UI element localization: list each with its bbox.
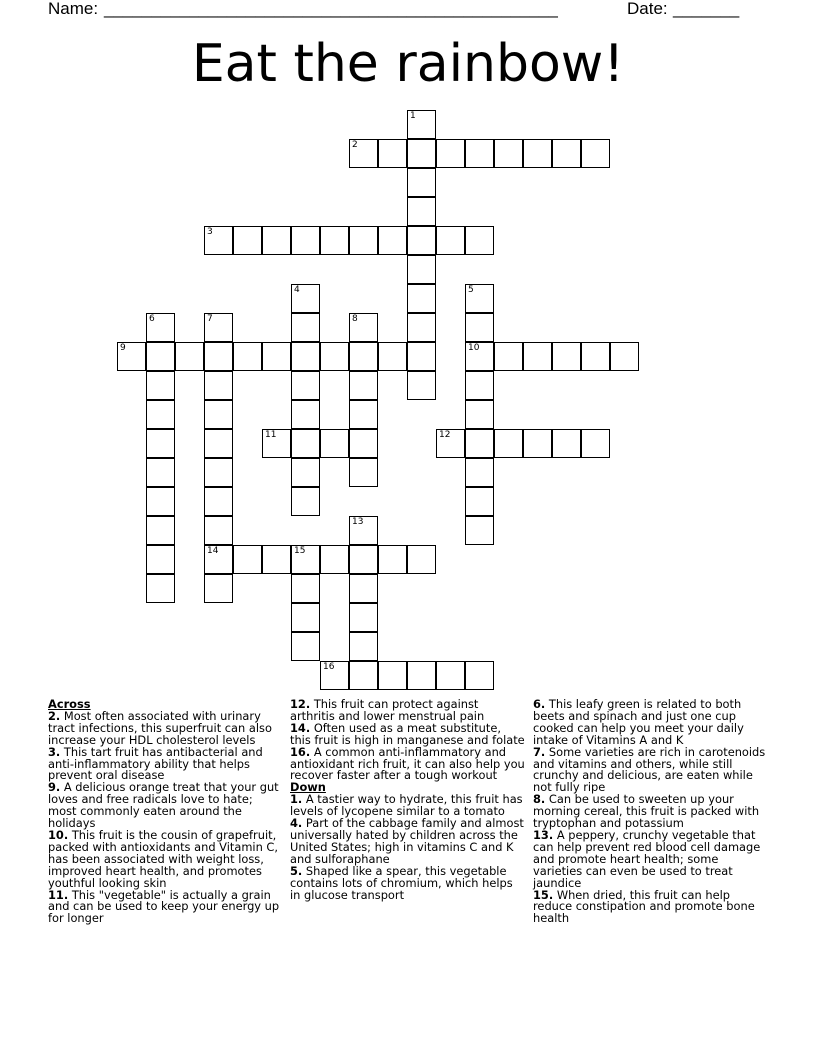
crossword-cell[interactable] xyxy=(320,429,349,458)
clue-across-2: 2. Most often associated with urinary tract infections, this superfruit can also increase your HDL cholesterol levels xyxy=(48,708,272,747)
crossword-cell[interactable] xyxy=(552,139,581,168)
crossword-cell[interactable] xyxy=(349,574,378,603)
crossword-cell[interactable] xyxy=(204,516,233,545)
across-heading: Across xyxy=(48,697,91,711)
crossword-cell[interactable] xyxy=(349,313,378,342)
crossword-cell[interactable] xyxy=(117,342,146,371)
crossword-cell[interactable] xyxy=(349,429,378,458)
crossword-cell[interactable] xyxy=(349,400,378,429)
crossword-cell[interactable] xyxy=(407,661,436,690)
crossword-cell[interactable] xyxy=(349,139,378,168)
crossword-cell[interactable] xyxy=(146,516,175,545)
crossword-cell[interactable] xyxy=(204,574,233,603)
crossword-cell[interactable] xyxy=(204,487,233,516)
crossword-cell[interactable] xyxy=(407,168,436,197)
crossword-cell[interactable] xyxy=(349,545,378,574)
clue-down-7: 7. Some varieties are rich in carotenoids and vitamins and others, while still crunchy and delicious, are eaten while not fully ripe xyxy=(533,744,766,795)
clue-number: 6 xyxy=(149,314,155,324)
crossword-cell[interactable] xyxy=(465,139,494,168)
crossword-cell[interactable] xyxy=(465,371,494,400)
clues-column-2 xyxy=(290,699,525,901)
crossword-cell[interactable] xyxy=(204,371,233,400)
crossword-cell[interactable] xyxy=(146,400,175,429)
clue-number: 7 xyxy=(207,314,213,324)
date-label: Date: xyxy=(627,0,668,18)
crossword-cell[interactable] xyxy=(407,342,436,371)
clues-column-3 xyxy=(533,699,768,925)
clue-down-13: 13. A peppery, crunchy vegetable that can help prevent red blood cell damage and promote heart health; some varieties can even be used to treat jaundice xyxy=(533,827,761,890)
crossword-cell[interactable] xyxy=(552,342,581,371)
clue-number: 13 xyxy=(352,517,364,527)
clue-number: 5 xyxy=(468,285,474,295)
crossword-cell[interactable] xyxy=(407,139,436,168)
crossword-cell[interactable] xyxy=(407,226,436,255)
clue-down-5: 5. Shaped like a spear, this vegetable contains lots of chromium, which helps in glucose transport xyxy=(290,863,513,902)
crossword-cell[interactable] xyxy=(407,284,436,313)
crossword-cell[interactable] xyxy=(233,545,262,574)
crossword-cell[interactable] xyxy=(494,139,523,168)
clue-down-1: 1. A tastier way to hydrate, this fruit has levels of lycopene similar to a tomato xyxy=(290,792,523,819)
crossword-cell[interactable] xyxy=(262,429,291,458)
clue-across-11: 11. This "vegetable" is actually a grain and can be used to keep your energy up for longer xyxy=(48,887,280,926)
clue-across-9: 9. A delicious orange treat that your gut loves and free radicals love to hate; most commonly eaten around the holidays xyxy=(48,780,279,831)
clue-number: 1 xyxy=(410,111,416,121)
crossword-cell[interactable] xyxy=(349,661,378,690)
crossword-cell[interactable] xyxy=(262,226,291,255)
crossword-cell[interactable] xyxy=(291,371,320,400)
crossword-cell[interactable] xyxy=(465,487,494,516)
clue-number: 12 xyxy=(439,430,451,440)
crossword-cell[interactable] xyxy=(436,139,465,168)
clue-down-15: 15. When dried, this fruit can help reduce constipation and promote bone health xyxy=(533,887,755,926)
crossword-cell[interactable] xyxy=(378,661,407,690)
crossword-cell[interactable] xyxy=(465,516,494,545)
crossword-cell[interactable] xyxy=(581,139,610,168)
clue-number: 14 xyxy=(207,546,219,556)
crossword-cell[interactable] xyxy=(146,458,175,487)
crossword-cell[interactable] xyxy=(465,458,494,487)
clue-across-3: 3. This tart fruit has antibacterial and anti-inflammatory ability that helps prevent oral disease xyxy=(48,744,263,783)
clue-across-14: 14. Often used as a meat substitute, this fruit is high in manganese and folate xyxy=(290,720,525,747)
crossword-cell[interactable] xyxy=(291,603,320,632)
clue-number: 16 xyxy=(323,662,335,672)
clue-down-4: 4. Part of the cabbage family and almost universally hated by children across the United States; high in vitamins C and K and sulforaphane xyxy=(290,816,524,866)
clues-column-1 xyxy=(48,699,283,925)
clue-down-6: 6. This leafy green is related to both beets and spinach and just one cup cooked can help you meet your daily intake of Vitamins A and K xyxy=(533,697,744,747)
crossword-cell[interactable] xyxy=(465,342,494,371)
crossword-cell[interactable] xyxy=(291,458,320,487)
crossword-cell[interactable] xyxy=(204,400,233,429)
crossword-cell[interactable] xyxy=(349,516,378,545)
crossword-cell[interactable] xyxy=(291,342,320,371)
crossword-cell[interactable] xyxy=(349,342,378,371)
crossword-cell[interactable] xyxy=(407,371,436,400)
crossword-cell[interactable] xyxy=(407,110,436,139)
crossword-cell[interactable] xyxy=(204,429,233,458)
crossword-cell[interactable] xyxy=(204,545,233,574)
crossword-cell[interactable] xyxy=(146,313,175,342)
clue-across-10: 10. This fruit is the cousin of grapefruit, packed with antioxidants and Vitamin C, has been associated with weight loss, improved heart health, and promotes youthful looking skin xyxy=(48,827,278,890)
clue-number: 15 xyxy=(294,546,306,556)
crossword-cell[interactable] xyxy=(291,313,320,342)
crossword-cell[interactable] xyxy=(146,574,175,603)
crossword-cell[interactable] xyxy=(494,429,523,458)
crossword-cell[interactable] xyxy=(610,342,639,371)
crossword-cell[interactable] xyxy=(349,603,378,632)
crossword-cell[interactable] xyxy=(320,545,349,574)
clue-number: 9 xyxy=(120,343,126,353)
crossword-cell[interactable] xyxy=(146,342,175,371)
date-line[interactable]: _______ xyxy=(673,0,740,18)
crossword-cell[interactable] xyxy=(204,342,233,371)
crossword-cell[interactable] xyxy=(204,313,233,342)
crossword-cell[interactable] xyxy=(262,545,291,574)
clue-down-8: 8. Can be used to sweeten up your morning cereal, this fruit is packed with tryptophan and potassium xyxy=(533,792,760,831)
crossword-cell[interactable] xyxy=(581,429,610,458)
clue-across-12: 12. This fruit can protect against arthritis and lower menstrual pain xyxy=(290,697,485,723)
crossword-cell[interactable] xyxy=(465,429,494,458)
crossword-cell[interactable] xyxy=(320,661,349,690)
name-line[interactable]: ________________________________________________ xyxy=(104,0,558,18)
crossword-cell[interactable] xyxy=(581,342,610,371)
clue-number: 3 xyxy=(207,227,213,237)
crossword-cell[interactable] xyxy=(349,371,378,400)
crossword-cell[interactable] xyxy=(291,226,320,255)
clue-number: 2 xyxy=(352,140,358,150)
crossword-cell[interactable] xyxy=(378,342,407,371)
page-title: Eat the rainbow! xyxy=(191,34,625,94)
crossword-cell[interactable] xyxy=(523,429,552,458)
crossword-cell[interactable] xyxy=(436,226,465,255)
crossword-cell[interactable] xyxy=(349,226,378,255)
crossword-cell[interactable] xyxy=(378,139,407,168)
crossword-cell[interactable] xyxy=(436,661,465,690)
crossword-cell[interactable] xyxy=(233,226,262,255)
crossword-cell[interactable] xyxy=(407,313,436,342)
crossword-cell[interactable] xyxy=(146,545,175,574)
crossword-cell[interactable] xyxy=(175,342,204,371)
clue-number: 4 xyxy=(294,285,300,295)
crossword-cell[interactable] xyxy=(523,342,552,371)
crossword-cell[interactable] xyxy=(465,313,494,342)
crossword-cell[interactable] xyxy=(378,545,407,574)
crossword-cell[interactable] xyxy=(291,400,320,429)
crossword-cell[interactable] xyxy=(291,545,320,574)
crossword-cell[interactable] xyxy=(204,458,233,487)
crossword-cell[interactable] xyxy=(320,226,349,255)
crossword-cell[interactable] xyxy=(465,400,494,429)
crossword-cell[interactable] xyxy=(291,487,320,516)
crossword-cell[interactable] xyxy=(146,487,175,516)
clue-number: 8 xyxy=(352,314,358,324)
clue-number: 11 xyxy=(265,430,277,440)
crossword-cell[interactable] xyxy=(494,342,523,371)
crossword-cell[interactable] xyxy=(146,429,175,458)
crossword-cell[interactable] xyxy=(349,632,378,661)
clue-number: 10 xyxy=(468,343,480,353)
crossword-cell[interactable] xyxy=(291,574,320,603)
crossword-cell[interactable] xyxy=(523,139,552,168)
crossword-cell[interactable] xyxy=(233,342,262,371)
crossword-cell[interactable] xyxy=(465,226,494,255)
down-heading: Down xyxy=(290,780,326,795)
crossword-cell[interactable] xyxy=(349,458,378,487)
crossword-cell[interactable] xyxy=(146,371,175,400)
clue-across-16: 16. A common anti-inflammatory and antioxidant rich fruit, it can also help you recover faster after a tough workout xyxy=(290,744,525,783)
name-label: Name: xyxy=(48,0,99,18)
crossword-cell[interactable] xyxy=(407,545,436,574)
crossword-cell[interactable] xyxy=(320,342,349,371)
crossword-cell[interactable] xyxy=(291,429,320,458)
crossword-cell[interactable] xyxy=(436,429,465,458)
crossword-cell[interactable] xyxy=(262,342,291,371)
crossword-cell[interactable] xyxy=(465,284,494,313)
crossword-cell[interactable] xyxy=(552,429,581,458)
crossword-cell[interactable] xyxy=(291,632,320,661)
crossword-cell[interactable] xyxy=(291,284,320,313)
crossword-cell[interactable] xyxy=(204,226,233,255)
crossword-cell[interactable] xyxy=(407,255,436,284)
crossword-cell[interactable] xyxy=(407,197,436,226)
crossword-cell[interactable] xyxy=(465,661,494,690)
crossword-cell[interactable] xyxy=(378,226,407,255)
